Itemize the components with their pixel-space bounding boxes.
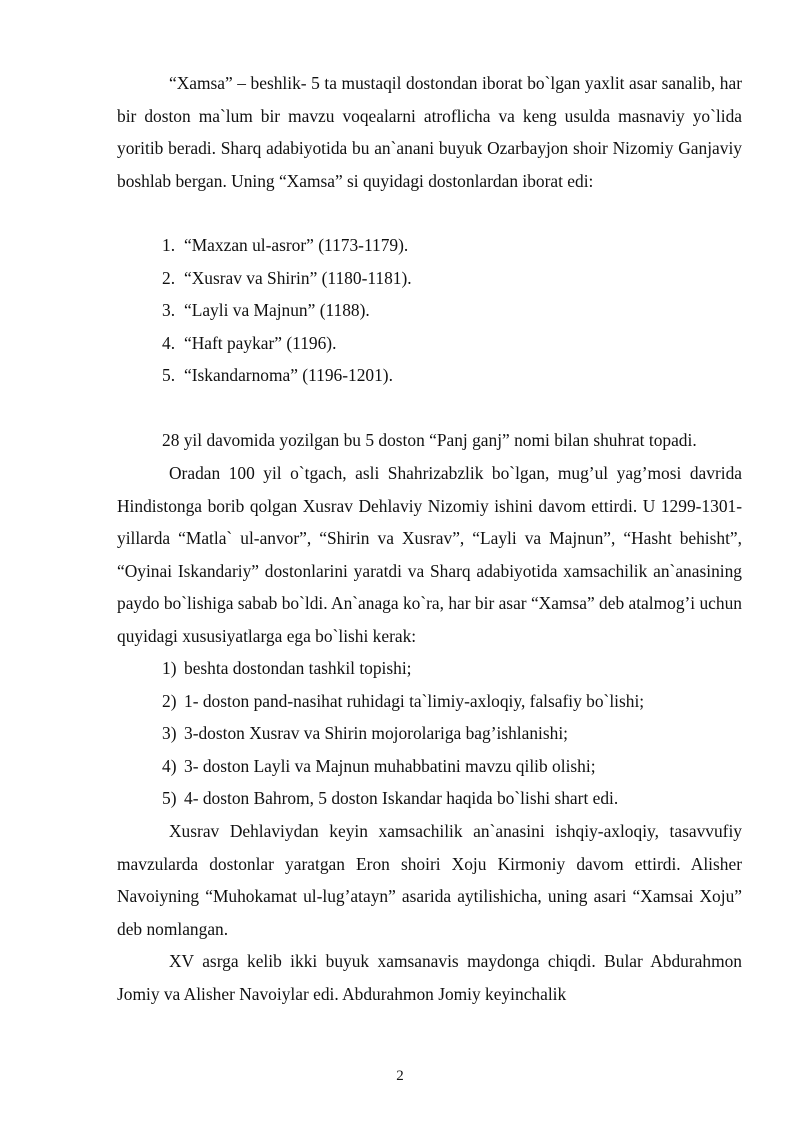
list-item: 1. “Maxzan ul-asror” (1173-1179). bbox=[162, 235, 409, 255]
list-item: 3. “Layli va Majnun” (1188). bbox=[162, 300, 370, 320]
list-item: 4. “Haft paykar” (1196). bbox=[162, 332, 337, 353]
list-item: 5. “Iskandarnoma” (1196-1201). bbox=[162, 365, 393, 385]
list-item: 2) 1- doston pand-nasihat ruhidagi ta`limiy-axloqiy, falsafiy bo`lishi; bbox=[162, 690, 645, 711]
list-item: 2. “Xusrav va Shirin” (1180-1181). bbox=[162, 267, 412, 288]
paragraph-xamsa-definition: “Xamsa” – beshlik- 5 ta mustaqil dostondan iborat bo`lgan yaxlit asar sanalib, har bir doston ma`lum bir mavzu voqealarni atroflicha va keng usulda masnaviy yo`lida yoritib beradi. Sharq adabiyotida bu an`anani buyuk Ozarbayjon shoir Nizomiy Ganjaviy boshlab bergan. Uning “Xamsa” si quyidagi dostonlardan iborat edi: bbox=[117, 73, 742, 191]
paragraph-xv-asr: XV asrga kelib ikki buyuk xamsanavis maydonga chiqdi. Bular Abdurahmon Jomiy va Alisher Navoiylar edi. Abdurahmon Jomiy keyinchalik bbox=[117, 951, 742, 1004]
list-item: 3) 3-doston Xusrav va Shirin mojorolariga bag’ishlanishi; bbox=[162, 723, 568, 743]
list-item: 5) 4- doston Bahrom, 5 doston Iskandar haqida bo`lishi shart edi. bbox=[162, 788, 619, 808]
paragraph-panj-ganj: 28 yil davomida yozilgan bu 5 doston “Panj ganj” nomi bilan shuhrat topadi. bbox=[162, 430, 697, 450]
xamsa-requirements-list bbox=[162, 652, 644, 815]
list-item: 4) 3- doston Layli va Majnun muhabbatini mavzu qilib olishi; bbox=[162, 755, 596, 776]
paragraph-xoju-kirmoniy: Xusrav Dehlaviydan keyin xamsachilik an`anasini ishqiy-axloqiy, tasavvufiy mavzularda dostonlar yaratgan Eron shoiri Xoju Kirmoniy davom ettirdi. Alisher Navoiyning “Muhokamat ul-lug’atayn” asarida aytilishicha, uning asari “Xamsai Xoju” deb nomlangan. bbox=[117, 821, 742, 939]
nizomiy-dostons-list bbox=[162, 229, 412, 392]
page-number: 2 bbox=[396, 1068, 404, 1084]
list-item: 1) beshta dostondan tashkil topishi; bbox=[162, 658, 412, 678]
paragraph-xusrav-dehlaviy: Oradan 100 yil o`tgach, asli Shahrizabzlik bo`lgan, mug’ul yag’mosi davrida Hindistonga borib qolgan Xusrav Dehlaviy Nizomiy ishini davom ettirdi. U 1299-1301-yillarda “Matla` ul-anvor”, “Shirin va Xusrav”, “Layli va Majnun”, “Hasht behisht”, “Oyinai Iskandariy” dostonlarini yaratdi va Sharq adabiyotida xamsachilik an`anasining paydo bo`lishiga sabab bo`ldi. An`anaga ko`ra, har bir asar “Xamsa” deb atalmog’i uchun quyidagi xususiyatlarga ega bo`lishi kerak: bbox=[117, 463, 742, 646]
